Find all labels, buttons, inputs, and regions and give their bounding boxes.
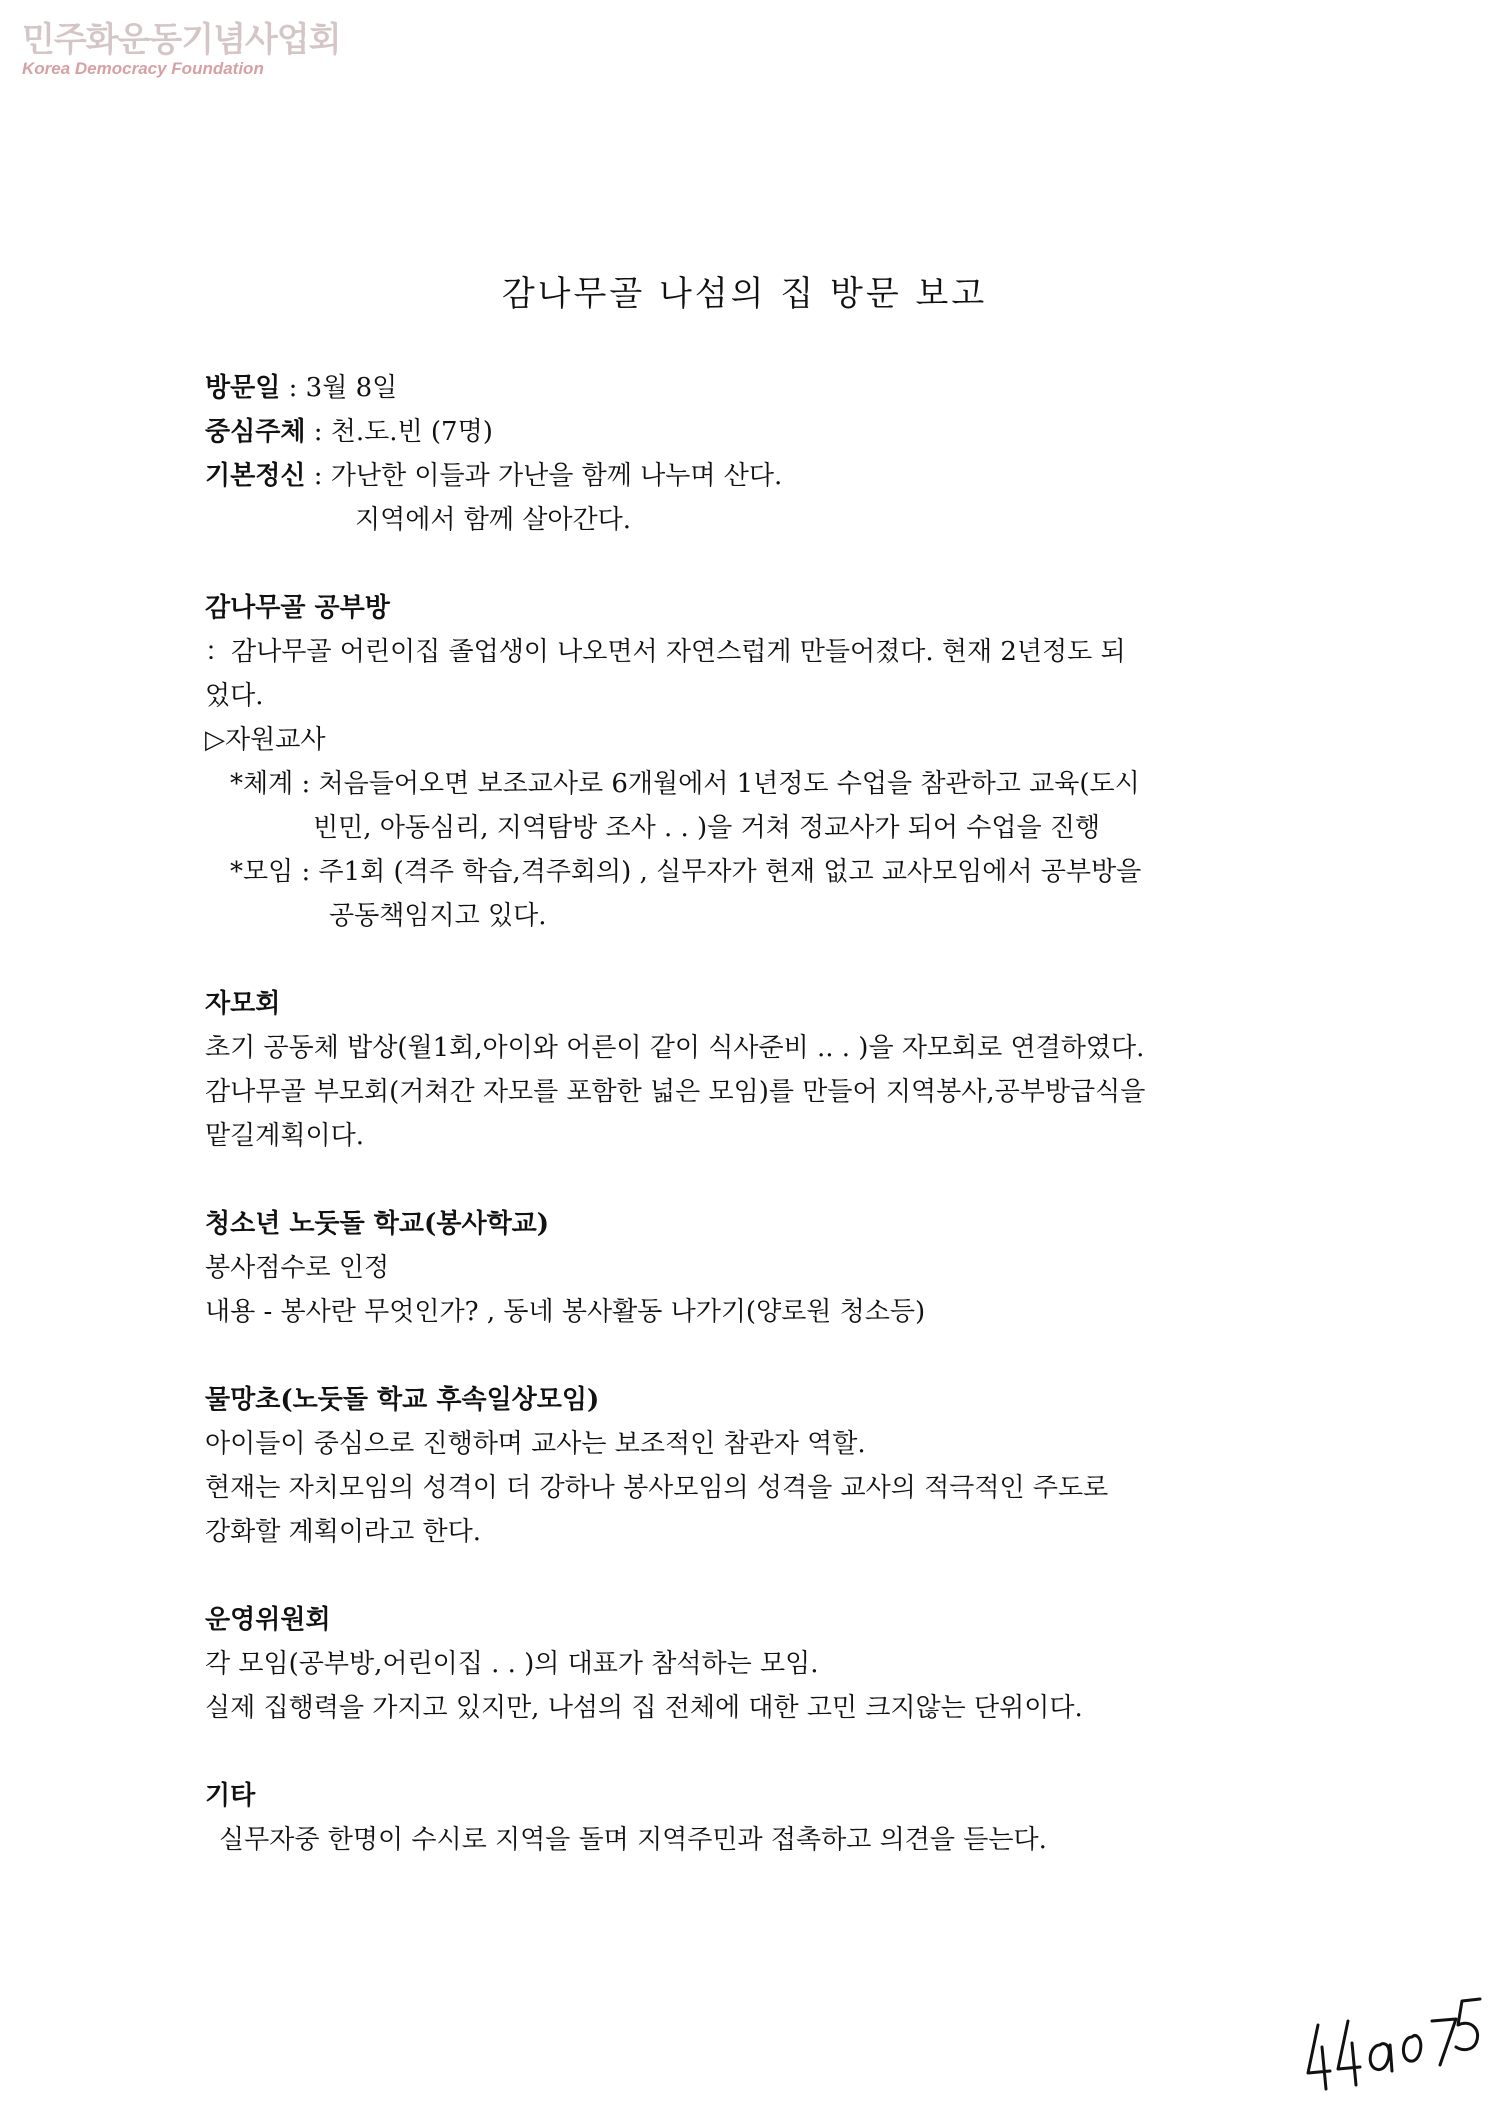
study-room-heading: 감나무골 공부방 xyxy=(205,593,390,623)
parents-line-3: 맡길계획이다. xyxy=(205,1121,364,1151)
visit-date-sep: : xyxy=(288,373,306,403)
study-room-desc-1: ：감나무골 어린이집 졸업생이 나오면서 자연스럽게 만들어졌다. 현재 2년정도 되 xyxy=(205,637,1126,667)
subject-label: 중심주체 xyxy=(205,417,306,447)
document-title: 감나무골 나섬의 집 방문 보고 xyxy=(501,274,988,314)
parents-line-1: 초기 공동체 밥상(월1회,아이와 어른이 같이 식사준비 .. . )을 자모회로 연결하였다. xyxy=(205,1033,1145,1063)
committee-line-2: 실제 집행력을 가지고 있지만, 나섬의 집 전체에 대한 고민 크지않는 단위이다. xyxy=(205,1693,1083,1723)
mulmangcho-line-1: 아이들이 중심으로 진행하며 교사는 보조적인 참관자 역할. xyxy=(205,1429,866,1459)
mulmangcho-line-2: 현재는 자치모임의 성격이 더 강하나 봉사모임의 성격을 교사의 적극적인 주도로 xyxy=(205,1473,1109,1503)
visit-date-row xyxy=(205,366,1275,410)
spirit-line-1: 가난한 이들과 가난을 함께 나누며 산다. xyxy=(330,461,783,491)
visit-date-value: 3월 8일 xyxy=(305,373,398,403)
parents-line-2: 감나무골 부모회(거쳐간 자모를 포함한 넓은 모임)를 만들어 지역봉사,공부방급식을 xyxy=(205,1077,1146,1107)
logo-korean-text: 민주화운동기념사업회 xyxy=(22,20,341,60)
handwritten-archive-number xyxy=(1300,1985,1489,2095)
meeting-line-1: *모임 : 주1회 (격주 학습,격주회의) , 실무자가 현재 없고 교사모임에서 공부방을 xyxy=(230,857,1142,887)
spacer xyxy=(205,1334,1275,1378)
system-line-2: 빈민, 아동심리, 지역탐방 조사 . . )을 거쳐 정교사가 되어 수업을 진행 xyxy=(313,813,1101,843)
study-room-desc-2: 었다. xyxy=(205,681,264,711)
spacer xyxy=(205,1554,1275,1598)
spirit-row xyxy=(205,454,1275,498)
spirit-label: 기본정신 xyxy=(205,461,306,491)
visit-date-label: 방문일 xyxy=(205,373,281,403)
etc-heading: 기타 xyxy=(205,1781,256,1811)
spirit-line-2: 지역에서 함께 살아간다. xyxy=(355,505,631,535)
committee-heading: 운영위원회 xyxy=(205,1605,331,1635)
subject-sep: : xyxy=(313,417,331,447)
foundation-logo xyxy=(22,20,340,80)
system-line-1: *체계 : 처음들어오면 보조교사로 6개월에서 1년정도 수업을 참관하고 교육(도시 xyxy=(230,769,1140,799)
parents-heading: 자모회 xyxy=(205,989,281,1019)
committee-line-1: 각 모임(공부방,어린이집 . . )의 대표가 참석하는 모임. xyxy=(205,1649,819,1679)
etc-line-1: 실무자중 한명이 수시로 지역을 돌며 지역주민과 접촉하고 의견을 듣는다. xyxy=(219,1825,1047,1855)
meeting-line-2: 공동책임지고 있다. xyxy=(329,901,547,931)
spacer xyxy=(205,1730,1275,1774)
document-body xyxy=(205,366,1275,1862)
logo-english-text: Korea Democracy Foundation xyxy=(22,59,264,78)
mulmangcho-line-3: 강화할 계획이라고 한다. xyxy=(205,1517,481,1547)
spacer xyxy=(205,542,1275,586)
youth-school-line-1: 봉사점수로 인정 xyxy=(205,1253,390,1283)
mulmangcho-heading: 물망초(노둣돌 학교 후속일상모임) xyxy=(205,1385,600,1415)
spacer xyxy=(205,1158,1275,1202)
subject-value: 천.도.빈 (7명) xyxy=(330,417,493,447)
spacer xyxy=(205,938,1275,982)
spirit-sep: : xyxy=(313,461,331,491)
volunteer-teacher-heading: ▷자원교사 xyxy=(205,725,326,755)
youth-school-line-2: 내용 - 봉사란 무엇인가? , 동네 봉사활동 나가기(양로원 청소등) xyxy=(205,1297,926,1327)
youth-school-heading: 청소년 노둣돌 학교(봉사학교) xyxy=(205,1209,550,1239)
subject-row xyxy=(205,410,1275,454)
